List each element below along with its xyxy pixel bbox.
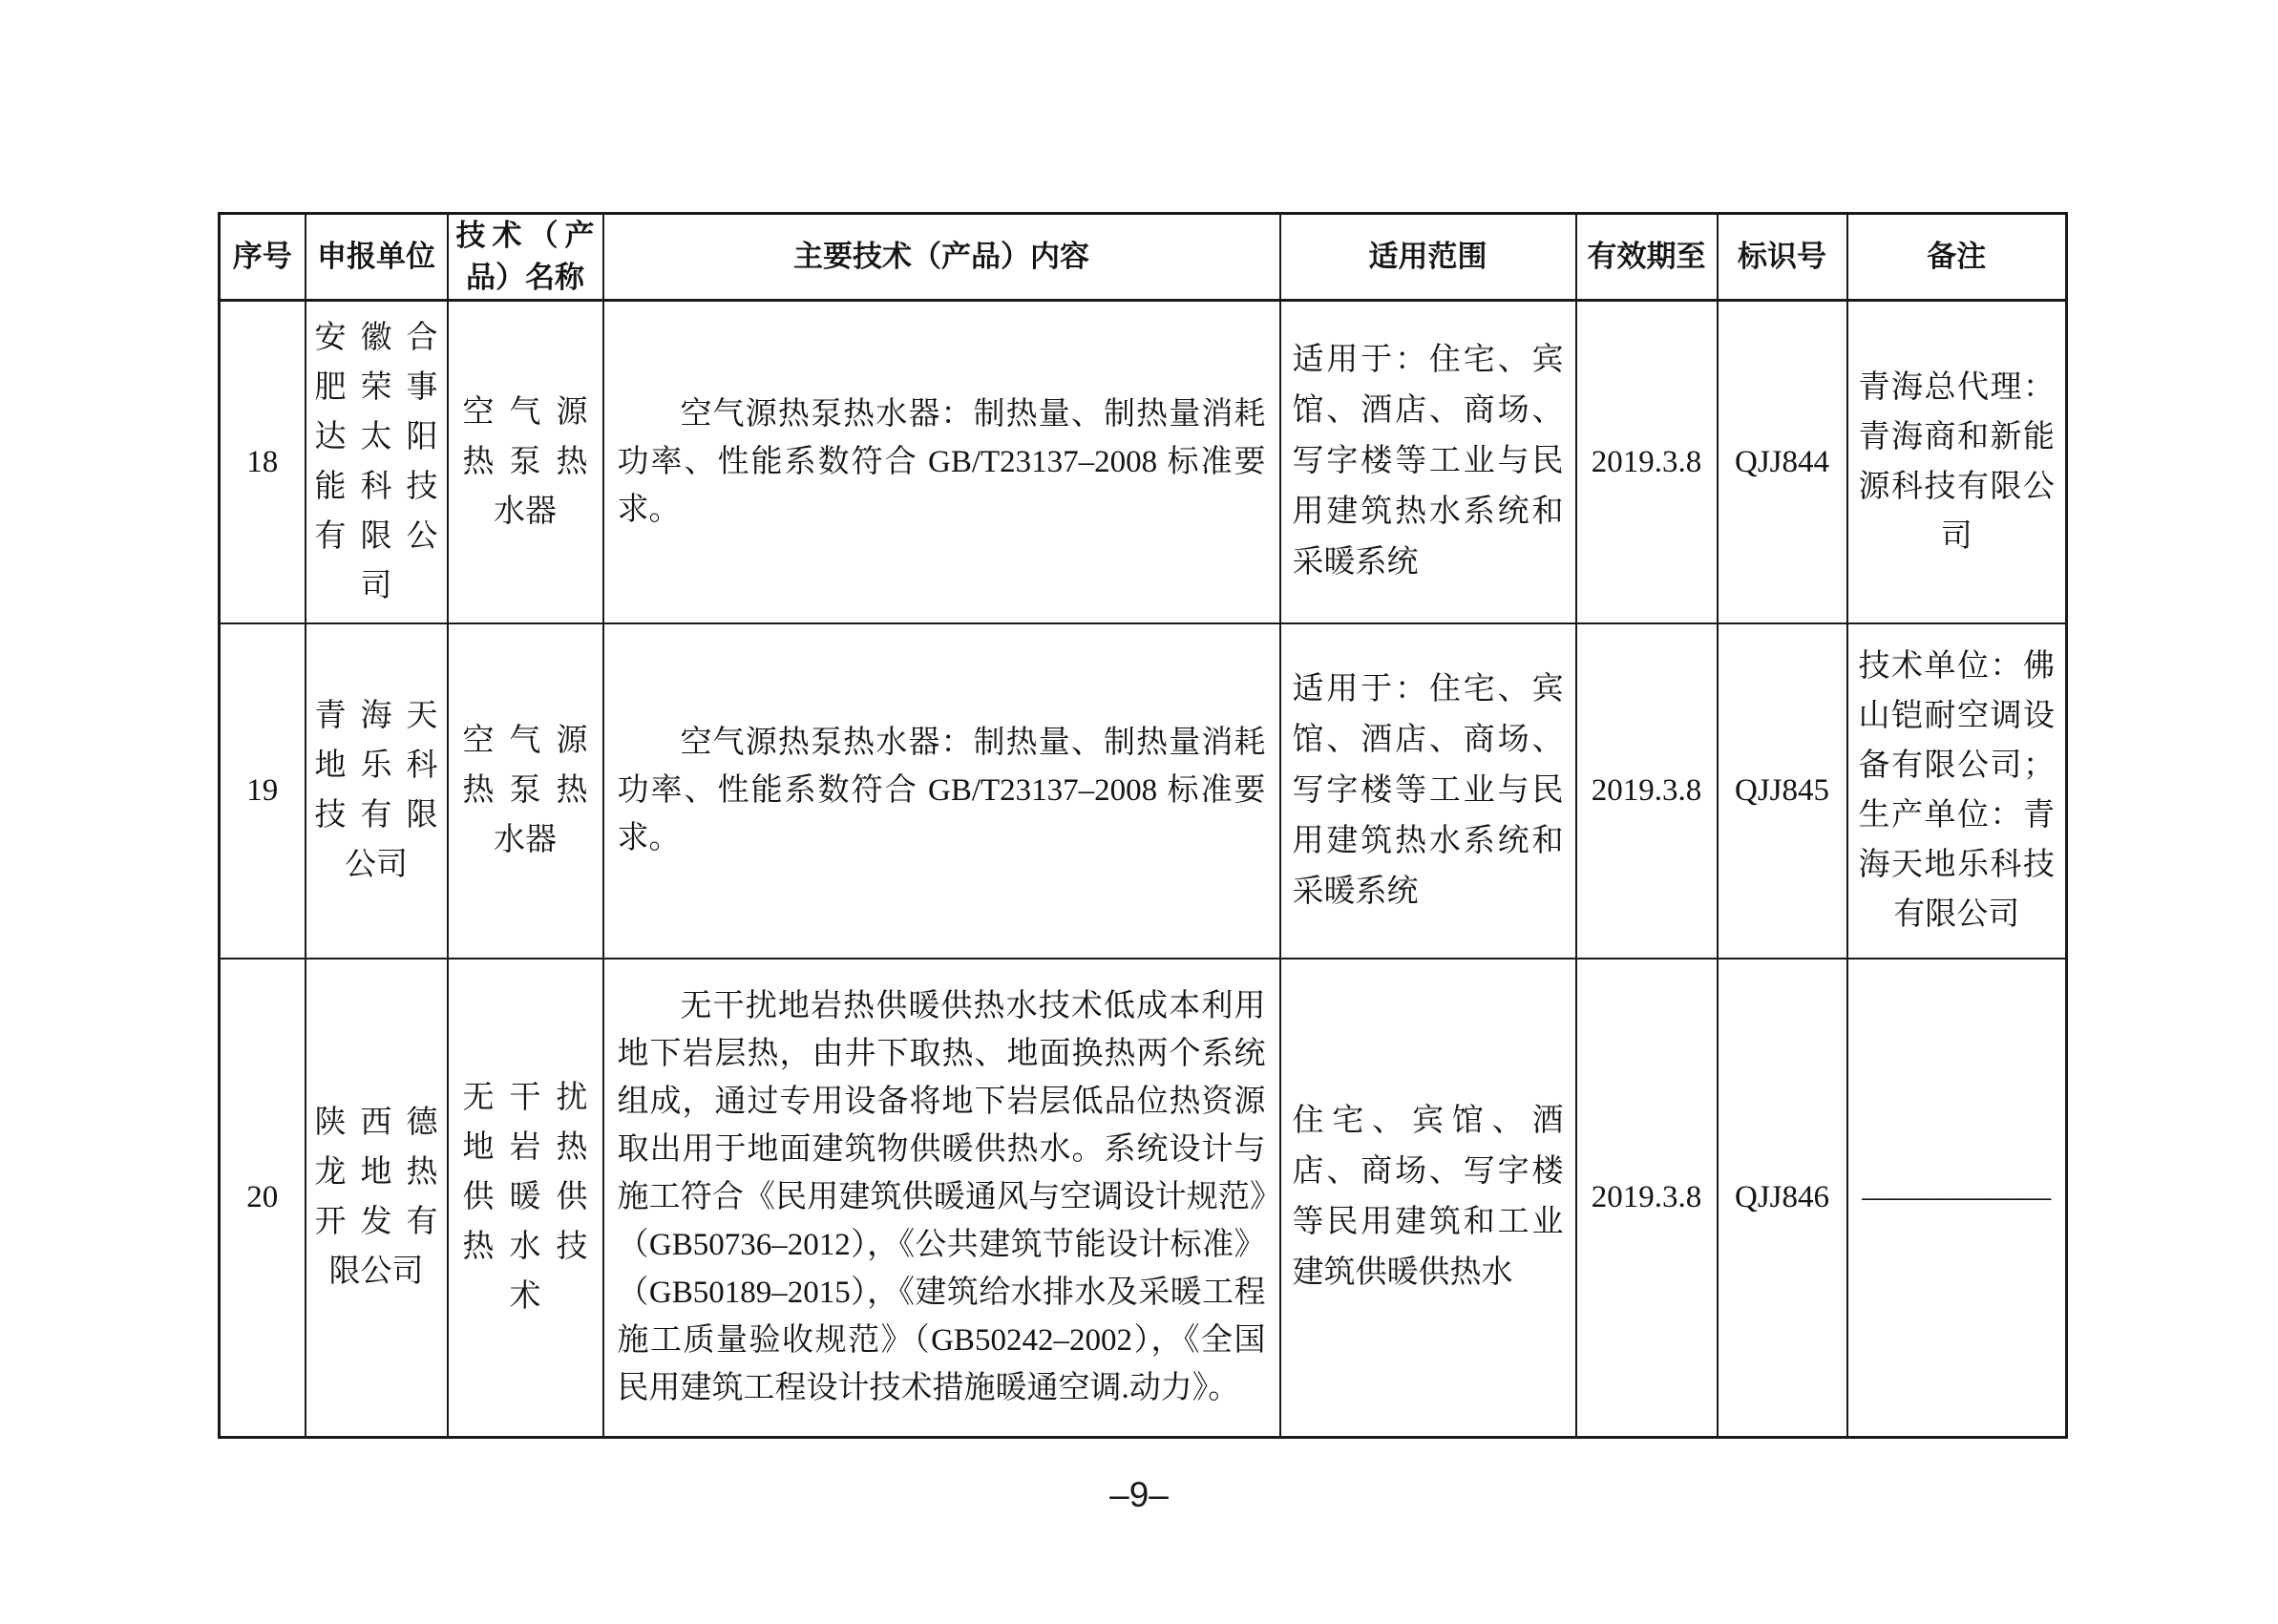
tech-name-text: 无干扰地岩热供暖供热水技术 [462, 1081, 588, 1315]
scope-text: 适用于：住宅、宾馆、酒店、商场、写字楼等工业与民用建筑热水系统和采暖系统 [1292, 671, 1564, 909]
remark-text: –––––––––––– [1862, 1180, 2052, 1215]
table-row [220, 959, 2067, 1438]
table-row [220, 301, 2067, 623]
cell-remark [1847, 959, 2067, 1438]
approval-table [218, 212, 2068, 1439]
cell-id: QJJ844 [1718, 301, 1847, 623]
applicant-text: 陕西德龙地热开发有限公司 [314, 1106, 438, 1290]
cell-scope [1280, 959, 1576, 1438]
content-text: 无干扰地岩热供暖供热水技术低成本利用地下岩层热，由井下取热、地面换热两个系统组成，通过专用设备将地下岩层低品位热资源取出用于地面建筑物供暖供热水。系统设计与施工符合《民用建筑供暖通风与空调设计规范》（GB50736–2012），《公共建筑节能设计标准》（GB50189–2015），《建筑给水排水及采暖工程施工质量验收规范》（GB50242–2002），《全国民用建筑工程设计技术措施暖通空调.动力》。 [617, 989, 1266, 1406]
cell-tech-name [448, 959, 603, 1438]
col-header-content: 主要技术（产品）内容 [603, 214, 1280, 301]
col-header-tech-name-label: 技术（产品）名称 [455, 219, 595, 294]
col-header-serial: 序号 [220, 214, 306, 301]
col-header-valid-until: 有效期至 [1576, 214, 1718, 301]
cell-id: QJJ845 [1718, 623, 1847, 959]
col-header-tech-name [448, 214, 603, 301]
col-header-applicant: 申报单位 [306, 214, 448, 301]
scope-text: 适用于：住宅、宾馆、酒店、商场、写字楼等工业与民用建筑热水系统和采暖系统 [1292, 343, 1564, 580]
cell-valid-until: 2019.3.8 [1576, 959, 1718, 1438]
cell-tech-name [448, 301, 603, 623]
cell-valid-until: 2019.3.8 [1576, 623, 1718, 959]
applicant-text: 青海天地乐科技有限公司 [314, 699, 438, 882]
cell-serial-number: 20 [220, 959, 306, 1438]
col-header-scope: 适用范围 [1280, 214, 1576, 301]
cell-applicant [306, 301, 448, 623]
cell-remark [1847, 623, 2067, 959]
cell-content [603, 623, 1280, 959]
cell-content [603, 301, 1280, 623]
scope-text: 住宅、宾馆、酒店、商场、写字楼等民用建筑和工业建筑供暖供热水 [1292, 1104, 1564, 1291]
cell-scope [1280, 301, 1576, 623]
content-text: 空气源热泵热水器：制热量、制热量消耗功率、性能系数符合 GB/T23137–2008 标准要求。 [617, 396, 1266, 527]
table-row [220, 623, 2067, 959]
cell-applicant [306, 623, 448, 959]
cell-applicant [306, 959, 448, 1438]
cell-serial-number: 19 [220, 623, 306, 959]
tech-name-text: 空气源热泵热水器 [462, 394, 588, 529]
cell-valid-until: 2019.3.8 [1576, 301, 1718, 623]
cell-id: QJJ846 [1718, 959, 1847, 1438]
applicant-text: 安徽合肥荣事达太阳能科技有限公司 [314, 320, 438, 603]
remark-text: 青海总代理：青海商和新能源科技有限公司 [1858, 369, 2055, 554]
cell-content [603, 959, 1280, 1438]
content-text: 空气源热泵热水器：制热量、制热量消耗功率、性能系数符合 GB/T23137–2008 标准要求。 [617, 726, 1266, 855]
cell-remark [1847, 301, 2067, 623]
remark-text: 技术单位：佛山铠耐空调设备有限公司；生产单位：青海天地乐科技有限公司 [1858, 649, 2055, 932]
col-header-remark: 备注 [1847, 214, 2067, 301]
cell-serial-number: 18 [220, 301, 306, 623]
header-row [220, 214, 2067, 301]
cell-tech-name [448, 623, 603, 959]
tech-name-text: 空气源热泵热水器 [462, 724, 588, 857]
page-number: –9– [1109, 1475, 1169, 1514]
col-header-id: 标识号 [1718, 214, 1847, 301]
cell-scope [1280, 623, 1576, 959]
